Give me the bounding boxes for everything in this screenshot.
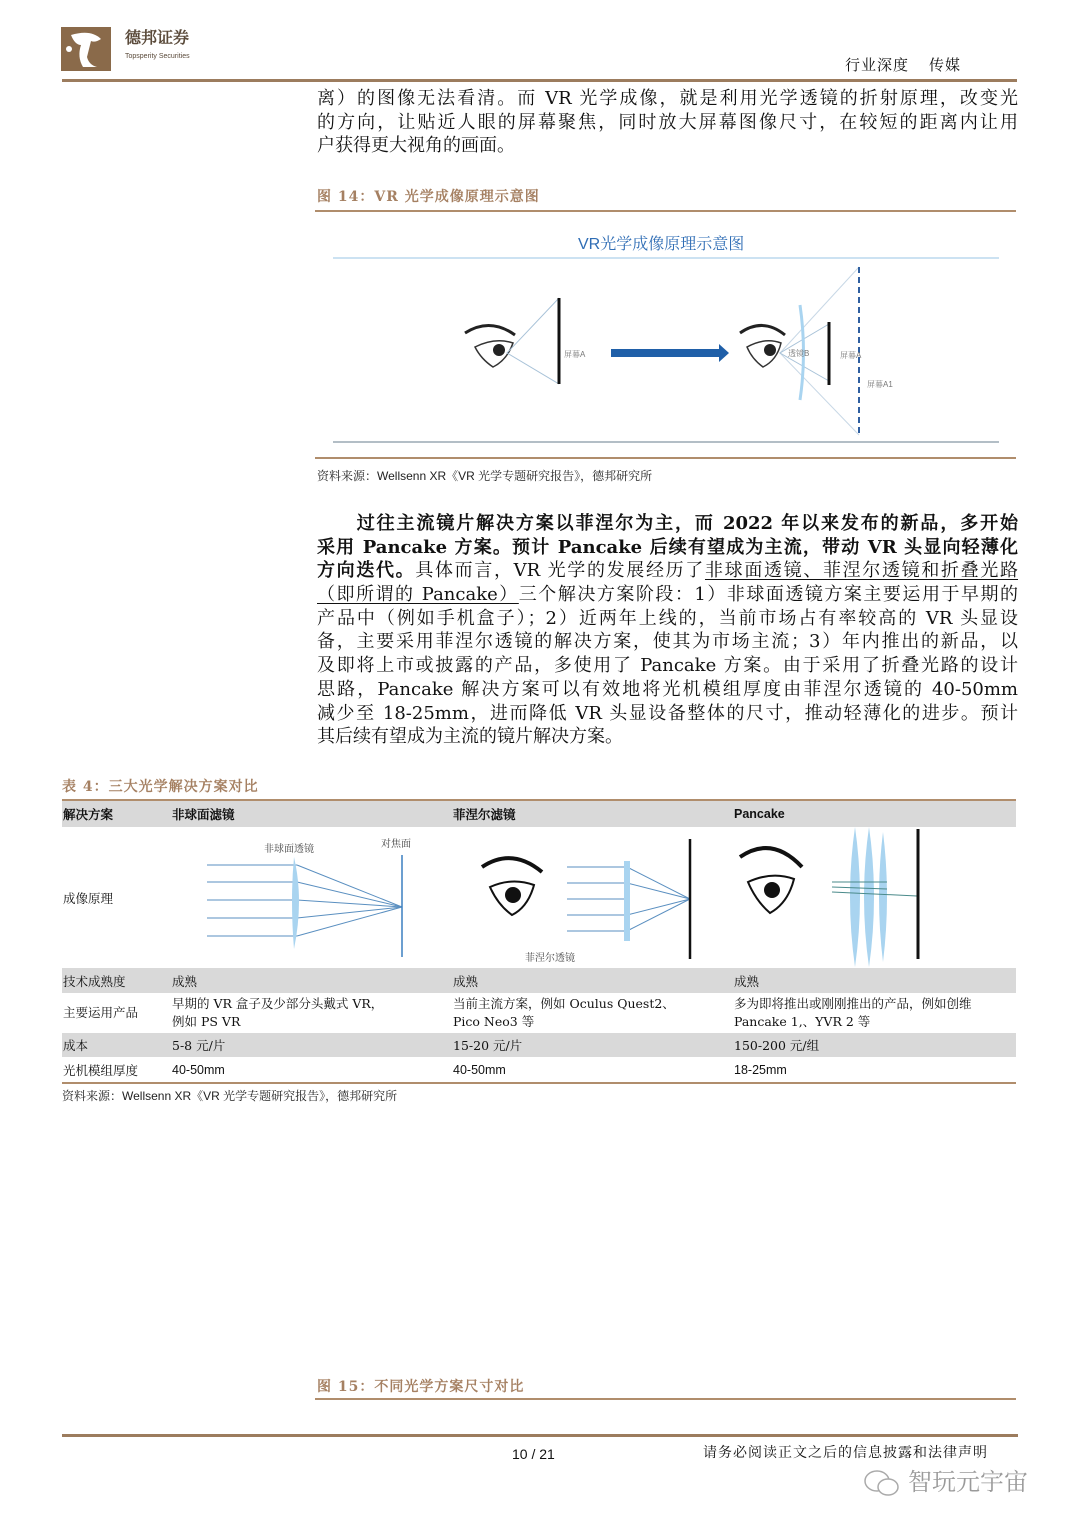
text-line xyxy=(317,725,1018,749)
table-row xyxy=(62,1033,1016,1057)
figure-14-source: 资料来源：Wellsenn XR《VR 光学专题研究报告》，德邦研究所 xyxy=(317,469,653,483)
wechat-icon xyxy=(862,1468,902,1498)
header-section xyxy=(845,54,961,75)
vr-optics-diagram xyxy=(315,255,1015,455)
row-label: 光机模组厚度 xyxy=(63,1062,139,1078)
figure-15-rule xyxy=(315,1398,1016,1400)
label-screen-a: 屏幕A xyxy=(564,350,586,359)
bold-text: 过往主流镜片解决方案以菲涅尔为主，而 2022 年以来发布的新品，多开始 xyxy=(317,513,1018,534)
header-cell: Pancake xyxy=(733,801,1016,827)
aspheric-lens-diagram xyxy=(207,855,402,957)
table-4-source: 资料来源：Wellsenn XR《VR 光学专题研究报告》，德邦研究所 xyxy=(62,1089,398,1103)
industry: 传媒 xyxy=(929,56,962,74)
fresnel-lens-diagram xyxy=(482,839,690,959)
label-screen-a1: 屏幕A1 xyxy=(867,380,893,389)
logo-icon xyxy=(61,27,111,71)
text-line xyxy=(317,630,1018,654)
row-label: 成像原理 xyxy=(63,890,114,906)
label-fresnel-lens: 菲涅尔透镜 xyxy=(525,953,575,964)
text-line xyxy=(317,559,1018,583)
figure-15-caption: 图 15：不同光学方案尺寸对比 xyxy=(317,1379,525,1395)
report-type: 行业深度 xyxy=(845,56,910,74)
figure-14-top-rule xyxy=(315,210,1016,212)
label-screen-a-2: 屏幕A xyxy=(840,351,862,360)
logo-name: 德邦证券 xyxy=(125,30,190,47)
table-cell: 早期的 VR 盒子及少部分头戴式 VR， 例如 PS VR xyxy=(172,996,384,1029)
table-cell: 成熟 xyxy=(171,968,452,993)
footer-rule xyxy=(62,1434,1018,1437)
text-line xyxy=(317,654,1018,678)
row-label: 技术成熟度 xyxy=(62,968,171,993)
intro-paragraph xyxy=(317,87,1018,158)
arrow-right-icon xyxy=(611,349,719,357)
optics-comparison-table xyxy=(62,801,1016,1082)
wechat-watermark xyxy=(862,1468,1028,1498)
underlined-text: （即所谓的 Pancake） xyxy=(317,584,519,606)
text-line xyxy=(317,607,1018,631)
figure-14-bottom-rule xyxy=(315,457,1016,459)
header-cell: 菲涅尔滤镜 xyxy=(452,801,733,827)
text-segment: 三个解决方案阶段：1）非球面透镜方案主要运用于早期的 xyxy=(518,584,1018,606)
table-cell: 多为即将推出或刚刚推出的产品，例如创维 Pancake 1,、YVR 2 等 xyxy=(734,996,972,1029)
text-segment: 减少至 18-25mm，进而降低 VR 头显设备整体的尺寸，推动轻薄化的进步。预计 xyxy=(317,702,1018,724)
logo-subtitle: Topsperity Securities xyxy=(125,53,190,60)
text-line xyxy=(317,512,1018,536)
label-focal-plane: 对焦面 xyxy=(381,839,411,850)
eye-icon xyxy=(740,325,785,367)
table-cell: 150-200 元/组 xyxy=(733,1033,1016,1057)
logo xyxy=(61,27,111,71)
watermark-text: 智玩元宇宙 xyxy=(908,1469,1028,1496)
diagram-title: VR光学成像原理示意图 xyxy=(578,236,745,253)
legal-disclaimer: 请务必阅读正文之后的信息披露和法律声明 xyxy=(703,1445,988,1461)
label-aspheric-lens: 非球面透镜 xyxy=(264,844,314,855)
table-cell: 当前主流方案，例如 Oculus Quest2、 Pico Neo3 等 xyxy=(453,996,675,1029)
table-row xyxy=(62,993,1016,1033)
table-cell: 5-8 元/片 xyxy=(171,1033,452,1057)
label-lens-b: 透镜B xyxy=(788,349,810,358)
text-segment: 具体而言，VR 光学的发展经历了 xyxy=(415,560,705,582)
underlined-text: 非球面透镜、菲涅尔透镜和折叠光路 xyxy=(704,560,1019,582)
table-cell: 15-20 元/片 xyxy=(452,1033,733,1057)
bold-text: 方向迭代。 xyxy=(317,560,416,582)
table-4-caption: 表 4：三大光学解决方案对比 xyxy=(62,779,259,795)
text-segment: 备，主要采用菲涅尔透镜的解决方案，使其为市场主流；3）年内推出的新品，以 xyxy=(317,631,1018,653)
text-line xyxy=(317,702,1018,726)
text-line: 离）的图像无法看清。而 VR 光学成像，就是利用光学透镜的折射原理，改变光 xyxy=(317,88,1018,109)
eye-icon xyxy=(465,325,515,367)
table-row xyxy=(62,968,1016,993)
text-line: 的方向，让贴近人眼的屏幕聚焦，同时放大屏幕图像尺寸，在较短的距离内让用 xyxy=(317,111,1018,133)
table-header-row xyxy=(62,801,1016,827)
text-line: 户获得更大视角的画面。 xyxy=(317,135,515,157)
text-line xyxy=(317,583,1018,607)
table-cell: 成熟 xyxy=(733,968,1016,993)
analysis-paragraph xyxy=(317,512,1018,749)
text-segment: 思路，Pancake 解决方案可以有效地将光机模组厚度由菲涅尔透镜的 40-50mm xyxy=(317,678,1018,700)
figure-14-caption: 图 14：VR 光学成像原理示意图 xyxy=(317,189,540,205)
table-bottom-rule xyxy=(62,1082,1016,1084)
text-line xyxy=(317,678,1018,702)
pancake-lens-diagram xyxy=(740,827,918,967)
row-label: 成本 xyxy=(62,1033,171,1057)
page-number: 10 / 21 xyxy=(512,1446,555,1462)
bold-text: 采用 Pancake 方案。预计 Pancake 后续有望成为主流，带动 VR 头显向轻薄化 xyxy=(317,536,1018,558)
table-cell: 40-50mm xyxy=(453,1062,506,1077)
header-cell: 解决方案 xyxy=(62,801,171,827)
table-row xyxy=(62,1057,1016,1082)
text-segment: 其后续有望成为主流的镜片解决方案。 xyxy=(317,726,623,748)
text-line xyxy=(317,536,1018,560)
text-segment: 产品中（例如手机盒子）；2）近两年上线的，当前市场占有率较高的 VR 头显设 xyxy=(317,607,1018,629)
table-row-imaging xyxy=(62,827,1016,968)
header-cell: 非球面滤镜 xyxy=(171,801,452,827)
table-cell: 40-50mm xyxy=(172,1062,225,1077)
table-cell: 成熟 xyxy=(452,968,733,993)
header-rule xyxy=(62,79,1017,82)
table-cell: 18-25mm xyxy=(734,1062,787,1077)
row-label: 主要运用产品 xyxy=(63,1005,139,1020)
text-segment: 及即将上市或披露的产品，多使用了 Pancake 方案。由于采用了折叠光路的设计 xyxy=(317,655,1018,677)
